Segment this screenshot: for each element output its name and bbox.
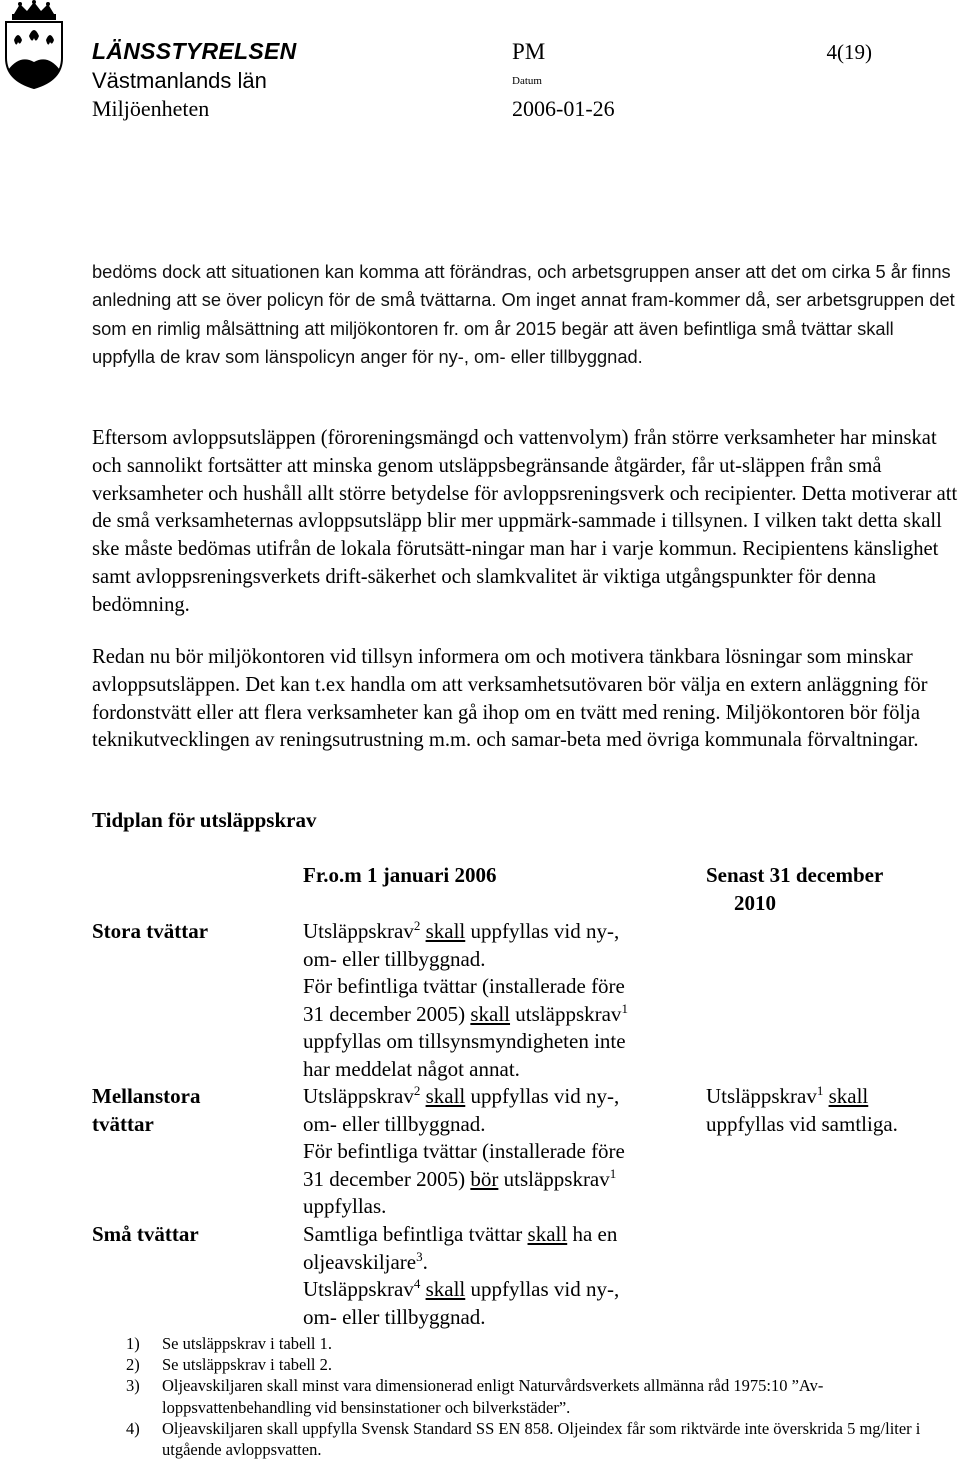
organization-name: LÄNSSTYRELSEN: [92, 38, 297, 64]
date-label: Datum: [512, 75, 542, 87]
county-coat-of-arms-logo: [0, 0, 68, 90]
county-name: Västmanlands län: [92, 68, 267, 93]
paragraph-3: Redan nu bör miljökontoren vid tillsyn informera om och motivera tänkbara lösningar som minskar avloppsutsläppen. Det kan t.ex handla om att verksamhetsutövaren bör välja en extern anläggning för fordonstvätt eller att flera verksamheter kan gå ihop om en tvätt med rening. Miljökontoren bör följa teknikutvecklingen av reningsutrustning m.m. och samar-beta med övriga kommunala förvaltningar.: [92, 646, 928, 752]
medium-washes-requirement-2010: Utsläppskrav$^1$ skall uppfyllas vid samtliga.: [706, 1083, 898, 1136]
section-heading: Tidplan för utsläppskrav: [92, 808, 317, 832]
footnote-1: 1) Se utsläppskrav i tabell 1.: [126, 1334, 333, 1353]
row-label-large-washes: Stora tvättar: [92, 919, 209, 943]
column-header-from-2006: Fr.o.m 1 januari 2006: [303, 863, 497, 887]
medium-washes-requirement-2006: Utsläppskrav$^2$ skall uppfyllas vid ny-, om- eller tillbyggnad. För befintliga tvättar (installerade före 31 december 2005) bör utsläppskrav$^1$ uppfyllas.: [303, 1083, 625, 1218]
column-header-by-2010: Senast 31 december 2010: [706, 863, 884, 915]
row-label-small-washes: Små tvättar: [92, 1222, 199, 1246]
page-number: 4(19): [826, 40, 872, 64]
paragraph-1: bedöms dock att situationen kan komma att förändras, och arbetsgruppen anser att det om cirka 5 år finns anledning att se över policyn för de små tvättarna. Om inget annat fram-kommer då, ser arbetsgruppen det som en rimlig målsättning att miljökontoren fr. om år 2015 begär att även befintliga små tvättar skall uppfylla de krav som länspolicyn anger för ny-, om- eller tillbyggnad.: [92, 261, 955, 368]
footnotes: [126, 1333, 960, 1460]
unit-name: Miljöenheten: [92, 96, 210, 121]
paragraph-2: Eftersom avloppsutsläppen (föroreningsmängd och vattenvolym) från större verksamheter har minskat och sannolikt fortsätter att minska genom utsläppsbegränsande åtgärder, får ut-släppen från små verksamheter och hushåll allt större betydelse för avloppsreningsverk och recipienter. Detta motiverar att de små verksamheternas avloppsutsläpp blir mer uppmärk-sammade i tillsynen. I vilken takt detta skall ske måste bedömas utifrån de lokala förutsätt-ningar man har i varje kommun. Recipientens känslighet samt avloppsreningsverkets drift-säkerhet och slamkvalitet är viktiga utgångspunkter för denna bedömning.: [92, 427, 958, 616]
small-washes-requirement-2006: Samtliga befintliga tvättar skall ha en oljeavskiljare$^3$. Utsläppskrav$^4$ skall uppfyllas vid ny-, om- eller tillbyggnad.: [303, 1222, 620, 1329]
document-date: 2006-01-26: [512, 96, 615, 121]
footnote-2: 2) Se utsläppskrav i tabell 2.: [126, 1355, 333, 1375]
row-label-medium-washes: Mellanstora tvättar: [92, 1084, 201, 1136]
footnote-3: 3) Oljeavskiljaren skall minst vara dimensionerad enligt Naturvårdsverkets allmänna råd 1975:10 ”Av-loppsvattenbehandling vid bensinstationer och bilverkstäder”.: [126, 1376, 824, 1417]
footnote-4: 4) Oljeavskiljaren skall uppfylla Svensk Standard SS EN 858. Oljeindex får som riktvärde inte överskrida 5 mg/liter i utgående avloppsvatten.: [126, 1418, 921, 1460]
large-washes-requirement-2006: Utsläppskrav$^2$ skall uppfyllas vid ny-, om- eller tillbyggnad. För befintliga tvättar (installerade före 31 december 2005) skall utsläppskrav$^1$ uppfyllas om tillsynsmyndigheten inte har meddelat något annat.: [303, 918, 628, 1081]
document-type: PM: [512, 39, 546, 64]
